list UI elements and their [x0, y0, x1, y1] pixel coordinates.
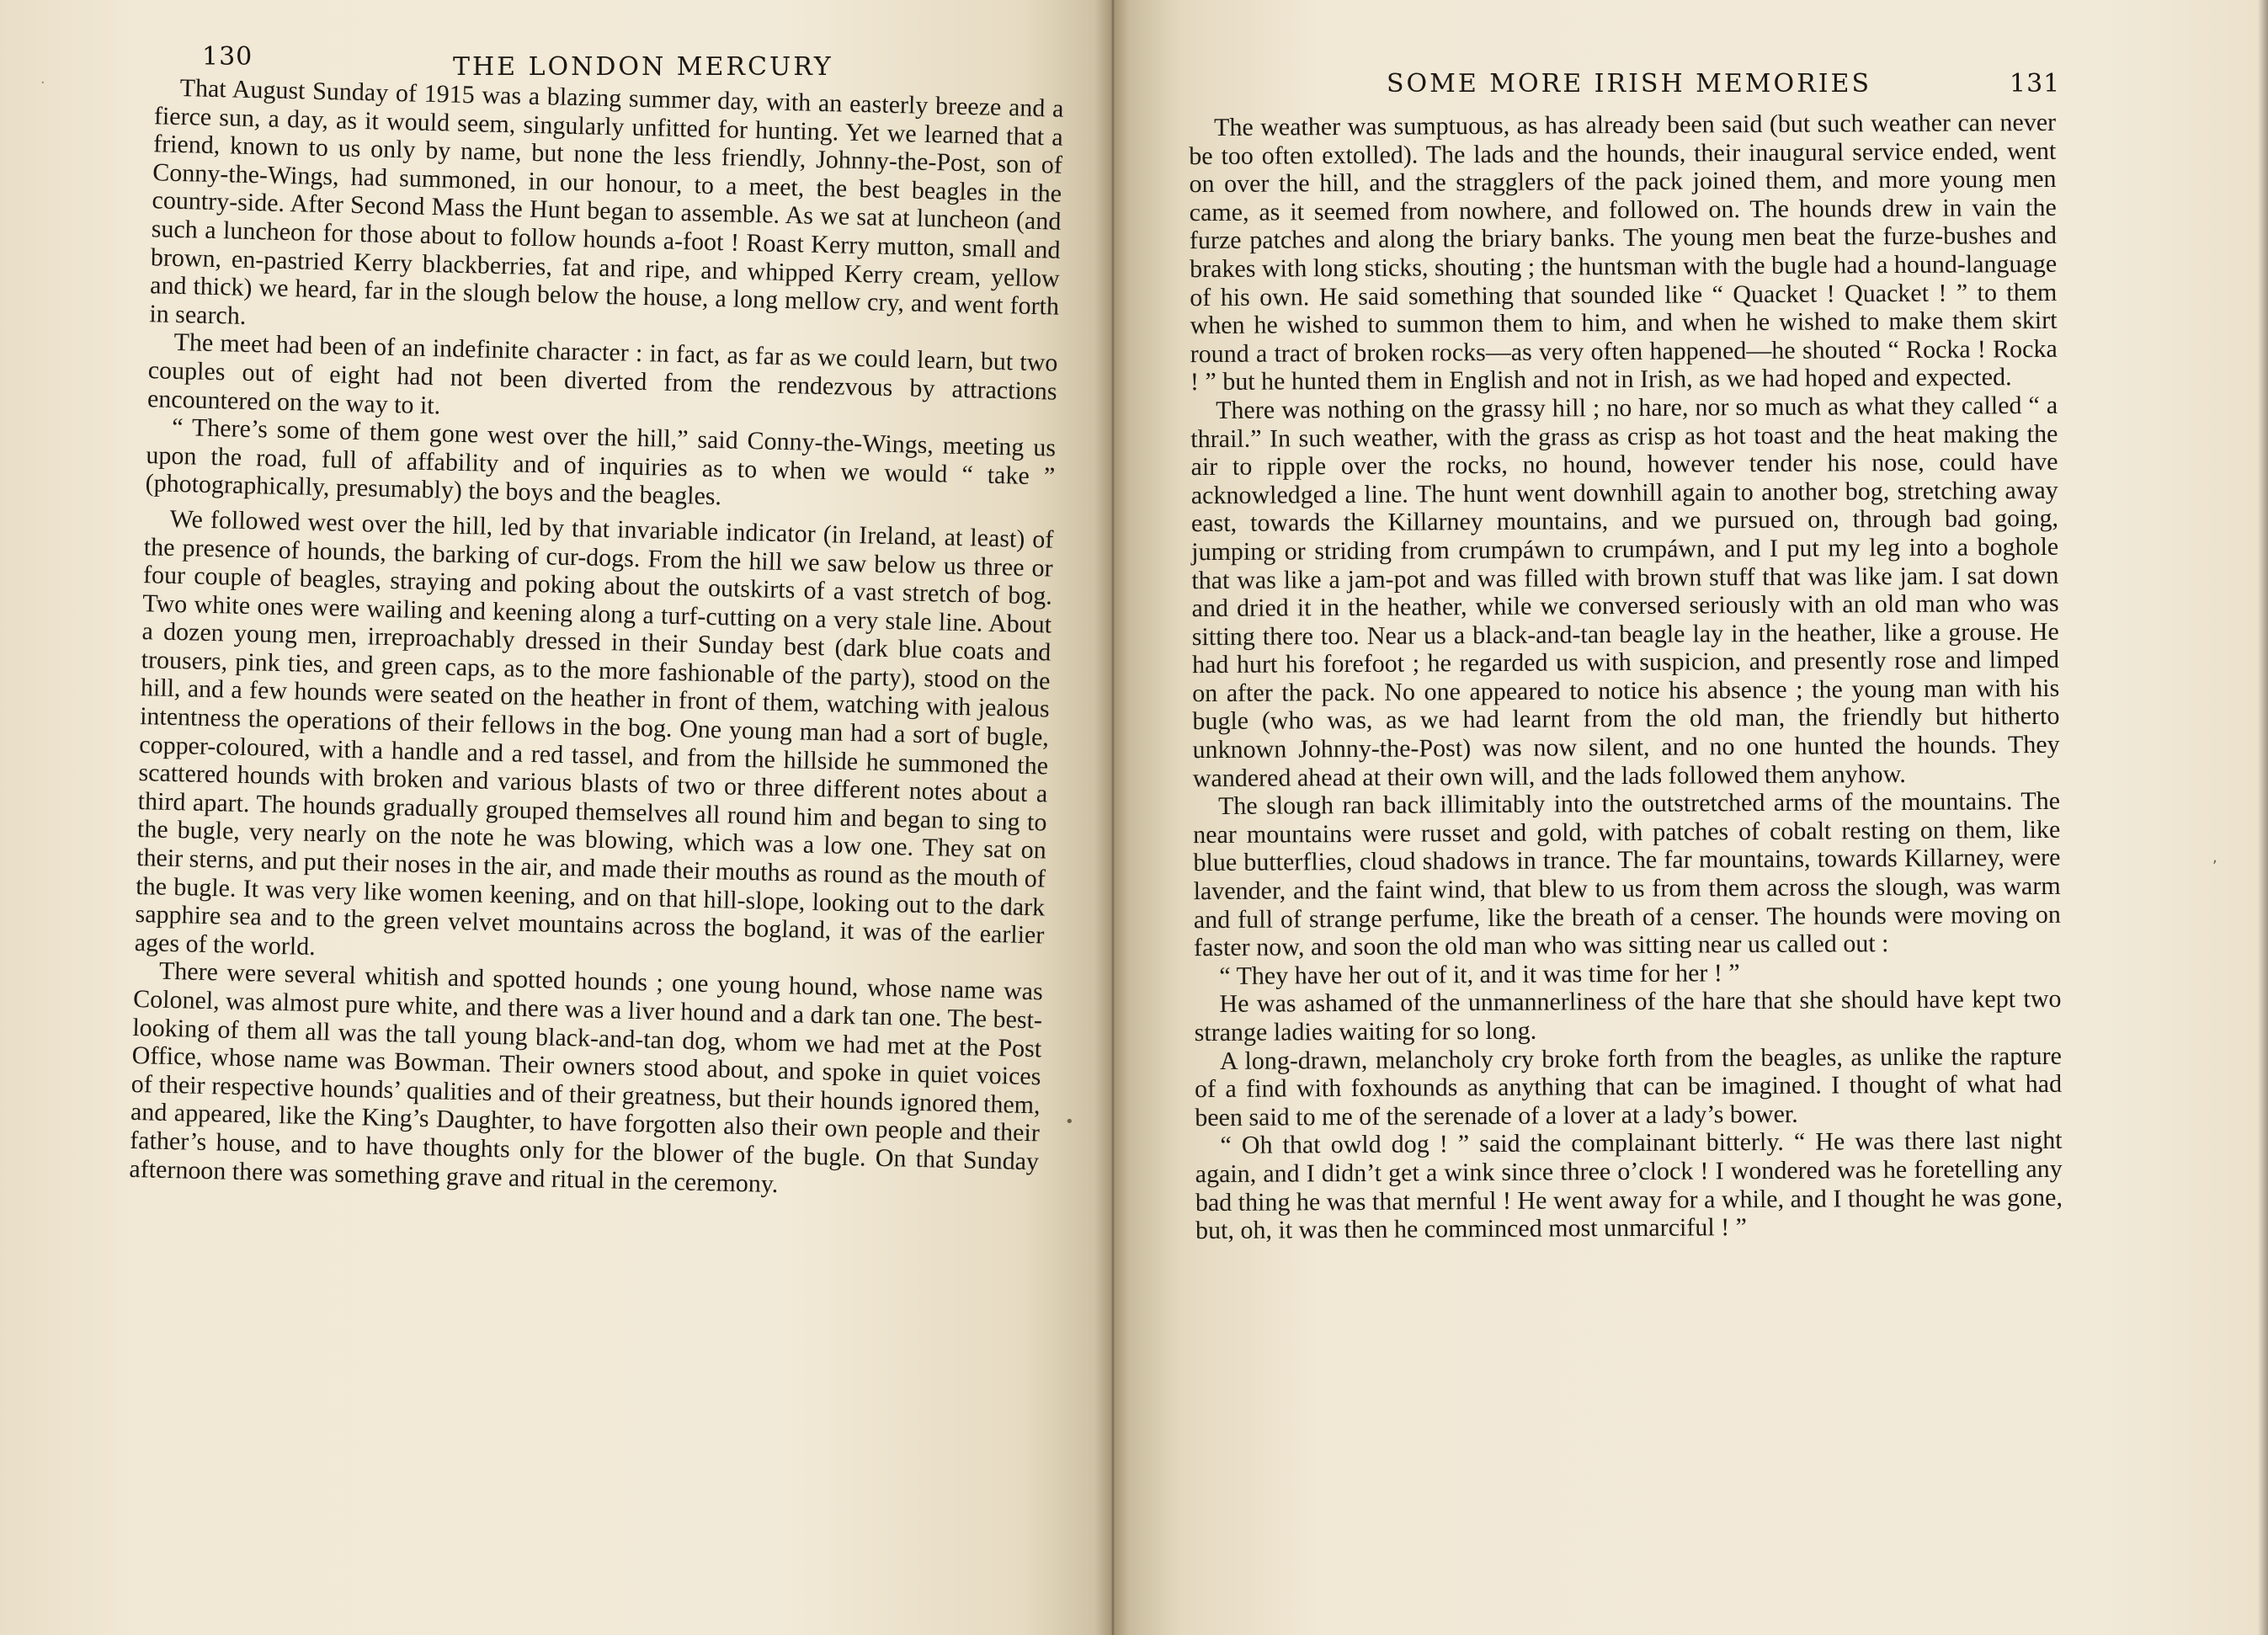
right-running-title: SOME MORE IRISH MEMORIES: [1387, 69, 1871, 99]
left-body-text: [129, 73, 1064, 1204]
margin-mark: ,: [2212, 849, 2217, 866]
right-paragraph-1: The weather was sumptuous, as has already been said (but such weather can never be too often extolled). The lads and the hounds, their inaugural service ended, went on over the hill, and the stragglers of the pack joined them, and more young men came, as it seemed from nowhere, and followed on. The hounds drew in vain the furze patches and along the briary banks. The young men beat the furze-bushes and brakes with long sticks, shouting ; the huntsman with the bugle had a hound-language of his own. He said something that sounded like “ Quacket ! Quacket ! ” to them when he wished to summon them to him, and when he wished to make them skirt round a tract of broken rocks—as very often happened—he shouted “ Rocka ! Rocka ! ” but he hunted them in English and not in Irish, as we had hoped and expected.: [1189, 108, 2058, 397]
right-paragraph-4: “ They have her out of it, and it was time for her ! ”: [1219, 958, 1740, 990]
left-paragraph-1: That August Sunday of 1915 was a blazing summer day, with an easterly breeze and a fierce sun, a day, as it would seem, singularly unfitted for hunting. Yet we learned that a friend, known to us only by name, but none the less friendly, Johnny-the-Post, son of Conny-the-Wings, had summoned, in our honour, to a meet, the best beagles in the country-side. After Second Mass the Hunt began to assemble. As we sat at luncheon (and such a luncheon for those about to follow hounds a-foot ! Roast Kerry mutton, small and brown, en-pastried Kerry blackberries, fat and ripe, and whipped Kerry cream, yellow and thick) we heard, far in the slough below the house, a long mellow cry, and went forth in search.: [149, 73, 1064, 330]
left-paragraph-3: “ There’s some of them gone west over the hill,” said Conny-the-Wings, meeting us upon the road, full of affability and of inquiries as to when we would “ take ” (photographically, presumably) the boys and the beagles.: [145, 413, 1057, 511]
right-body-text: [1189, 109, 2063, 1245]
right-paragraph-7: “ Oh that owld dog ! ” said the complainant bitterly. “ He was there last night again, and I didn’t get a wink since three o’clock ! I wondered was he foretelling any bad thing he was that mernful ! He went away for a while, and I thought he was gone, but, oh, it was then he comminced most unmarciful ! ”: [1195, 1126, 2063, 1245]
left-paragraph-4: We followed west over the hill, led by that invariable indicator (in Ireland, at least) of the presence of hounds, the barking of cur-dogs. From the hill we saw below us three or four couple of beagles, straying and poking about the outskirts of a vast stretch of bog. Two white ones were wailing and keening along a turf-cutting on a very stale line. About a dozen young men, irreproachably dressed in their Sunday best (dark blue coats and trousers, pink ties, and green caps, as to the more fashionable of the party), stood on the hill, and a few hounds were seated on the heather in front of them, watching with jealous intentness the operations of their fellows in the bog. One young man had a sort of bugle, copper-coloured, with a handle and a red tassel, and from the hillside he summoned the scattered hounds with broken and various blasts of two or three different notes about a third apart. The hounds gradually grouped themselves all round him and began to sing to the bugle, very nearly on the note he was blowing, which was a low one. They sat on their sterns, and put their noses in the air, and made their mouths as round as the mouth of the bugle. It was very like women keening, and on that hill-slope, looking out to the dark sapphire sea and to the green velvet mountains across the bogland, it was of the earlier ages of the world.: [134, 504, 1054, 961]
left-running-title: THE LONDON MERCURY: [453, 52, 833, 82]
margin-mark: ·: [40, 74, 45, 92]
left-paragraph-5: There were several whitish and spotted hounds ; one young hound, whose name was Colonel, was almost pure white, and there was a liver hound and a dark tan one. The best-looking of them all was the tall young black-and-tan dog, whom we had met at the Post Office, whose name was Bowman. Their owners stood about, and spoke in quiet voices of their respective hounds’ qualities and of their greatness, but their hounds ignored them, and appeared, like the King’s Daughter, to have forgotten also their own people and their father’s house, and to have thoughts only for the blower of the bugle. On that Sunday afternoon there was something grave and ritual in the ceremony.: [129, 957, 1044, 1198]
right-paragraph-5: He was ashamed of the unmannerliness of the hare that she should have kept two strange ladies waiting for so long.: [1194, 985, 2062, 1047]
margin-mark: •: [1065, 1113, 1074, 1131]
right-page-number: 131: [2010, 69, 2061, 99]
page-edge-shadow: [2258, 0, 2268, 1635]
right-paragraph-2: There was nothing on the grassy hill ; no hare, nor so much as what they called “ a thrail.” In such weather, with the grass as crisp as hot toast and the heat making the air to ripple over the rocks, no hound, however tender his nose, could have acknowledged a line. The hunt went downhill again to another bog, stretching away east, towards the Killarney mountains, and we pursued on, through bad going, jumping or striding from crumpáwn to crumpáwn, and I put my leg into a boghole that was like a jam-pot and was filled with brown stuff that was like jam. I sat down and dried it in the heather, while we conversed seriously with an old man who was sitting there too. Near us a black-and-tan beagle lay in the heather, like a grouse. He had hurt his forefoot ; he regarded us with suspicion, and presently rose and limped on after the pack. No one appeared to notice his absence ; the young man with his bugle (who was, as we had learnt from the old man, the friendly but hitherto unknown Johnny-the-Post) was now silent, and no one hunted the hounds. They wandered ahead at their own will, and the lads followed them anyhow.: [1190, 391, 2060, 792]
left-page: [0, 0, 1111, 1635]
left-page-number: 130: [202, 42, 253, 72]
left-paragraph-2: The meet had been of an indefinite character : in fact, as far as we could learn, but two couples out of eight had not been diverted from the rendezvous by attractions encountered on the way to it.: [146, 328, 1058, 419]
right-paragraph-6: A long-drawn, melancholy cry broke forth from the beagles, as unlike the rapture of a find with foxhounds as anything that can be imagined. I thought of what had been said to me of the serenade of a lover at a lady’s bower.: [1194, 1041, 2063, 1132]
right-paragraph-3: The slough ran back illimitably into the outstretched arms of the mountains. The near mountains were russet and gold, with patches of cobalt resting on them, like blue butterflies, cloud shadows in trance. The far mountains, towards Killarney, were lavender, and the faint wind, that blew to us from them across the slough, was warm and full of strange perfume, like the breath of a censer. The hounds were moving on faster now, and soon the old man who was sitting near us called out :: [1193, 787, 2061, 962]
